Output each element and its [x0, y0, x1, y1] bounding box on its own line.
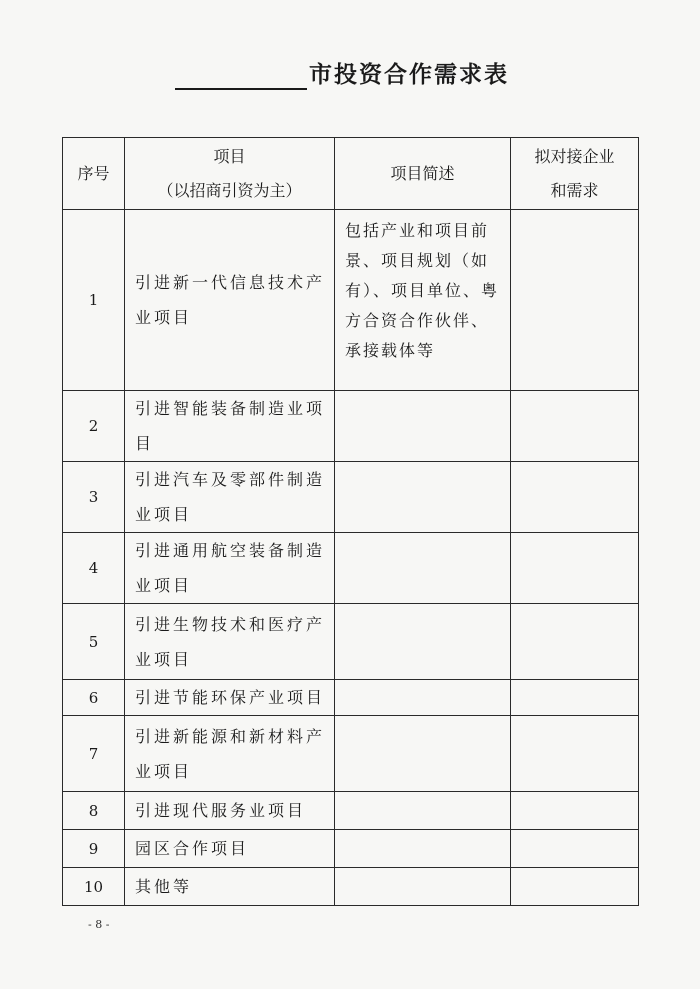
title-text: 市投资合作需求表	[309, 61, 509, 88]
row-need	[511, 604, 639, 680]
row-description	[335, 830, 511, 868]
row-project: 引进新一代信息技术产业项目	[125, 210, 335, 391]
page-number: - 8 -	[88, 918, 110, 931]
row-num: 10	[63, 868, 125, 906]
row-num: 4	[63, 533, 125, 604]
row-project: 引进现代服务业项目	[125, 792, 335, 830]
investment-demand-table	[62, 137, 639, 906]
row-need	[511, 830, 639, 868]
row-need	[511, 210, 639, 391]
row-need	[511, 716, 639, 792]
row-project: 引进新能源和新材料产业项目	[125, 716, 335, 792]
row-need	[511, 868, 639, 906]
table-row	[63, 391, 639, 462]
row-project: 引进通用航空装备制造业项目	[125, 533, 335, 604]
header-project	[125, 138, 335, 210]
table-header-row	[63, 138, 639, 210]
row-project: 园区合作项目	[125, 830, 335, 868]
header-num: 序号	[63, 138, 125, 210]
row-num: 6	[63, 680, 125, 716]
header-description: 项目简述	[335, 138, 511, 210]
row-description	[335, 604, 511, 680]
row-project: 引进生物技术和医疗产业项目	[125, 604, 335, 680]
row-description	[335, 716, 511, 792]
row-num: 5	[63, 604, 125, 680]
header-project-line1: 项目	[213, 146, 246, 166]
header-need-line1: 拟对接企业	[534, 146, 615, 166]
row-description	[335, 680, 511, 716]
row-need	[511, 533, 639, 604]
row-project: 引进智能装备制造业项目	[125, 391, 335, 462]
header-need-line2: 和需求	[550, 180, 599, 200]
row-num: 9	[63, 830, 125, 868]
document-title	[175, 58, 509, 90]
table-row	[63, 830, 639, 868]
row-description: 包括产业和项目前景、项目规划（如有）、项目单位、粤方合资合作伙伴、承接载体等	[335, 210, 511, 391]
table-row	[63, 462, 639, 533]
row-num: 8	[63, 792, 125, 830]
table-row	[63, 533, 639, 604]
row-description	[335, 391, 511, 462]
row-need	[511, 462, 639, 533]
row-description	[335, 533, 511, 604]
table-row	[63, 680, 639, 716]
table-row	[63, 210, 639, 391]
row-description	[335, 462, 511, 533]
row-description	[335, 868, 511, 906]
row-num: 2	[63, 391, 125, 462]
row-description	[335, 792, 511, 830]
city-name-blank	[175, 58, 307, 90]
table-row	[63, 716, 639, 792]
table-row	[63, 792, 639, 830]
header-need	[511, 138, 639, 210]
table-row	[63, 604, 639, 680]
row-need	[511, 792, 639, 830]
header-project-line2: （以招商引资为主）	[157, 180, 302, 200]
row-project: 其他等	[125, 868, 335, 906]
table-row	[63, 868, 639, 906]
row-project: 引进节能环保产业项目	[125, 680, 335, 716]
row-need	[511, 391, 639, 462]
row-num: 1	[63, 210, 125, 391]
row-num: 3	[63, 462, 125, 533]
row-project: 引进汽车及零部件制造业项目	[125, 462, 335, 533]
row-num: 7	[63, 716, 125, 792]
row-need	[511, 680, 639, 716]
